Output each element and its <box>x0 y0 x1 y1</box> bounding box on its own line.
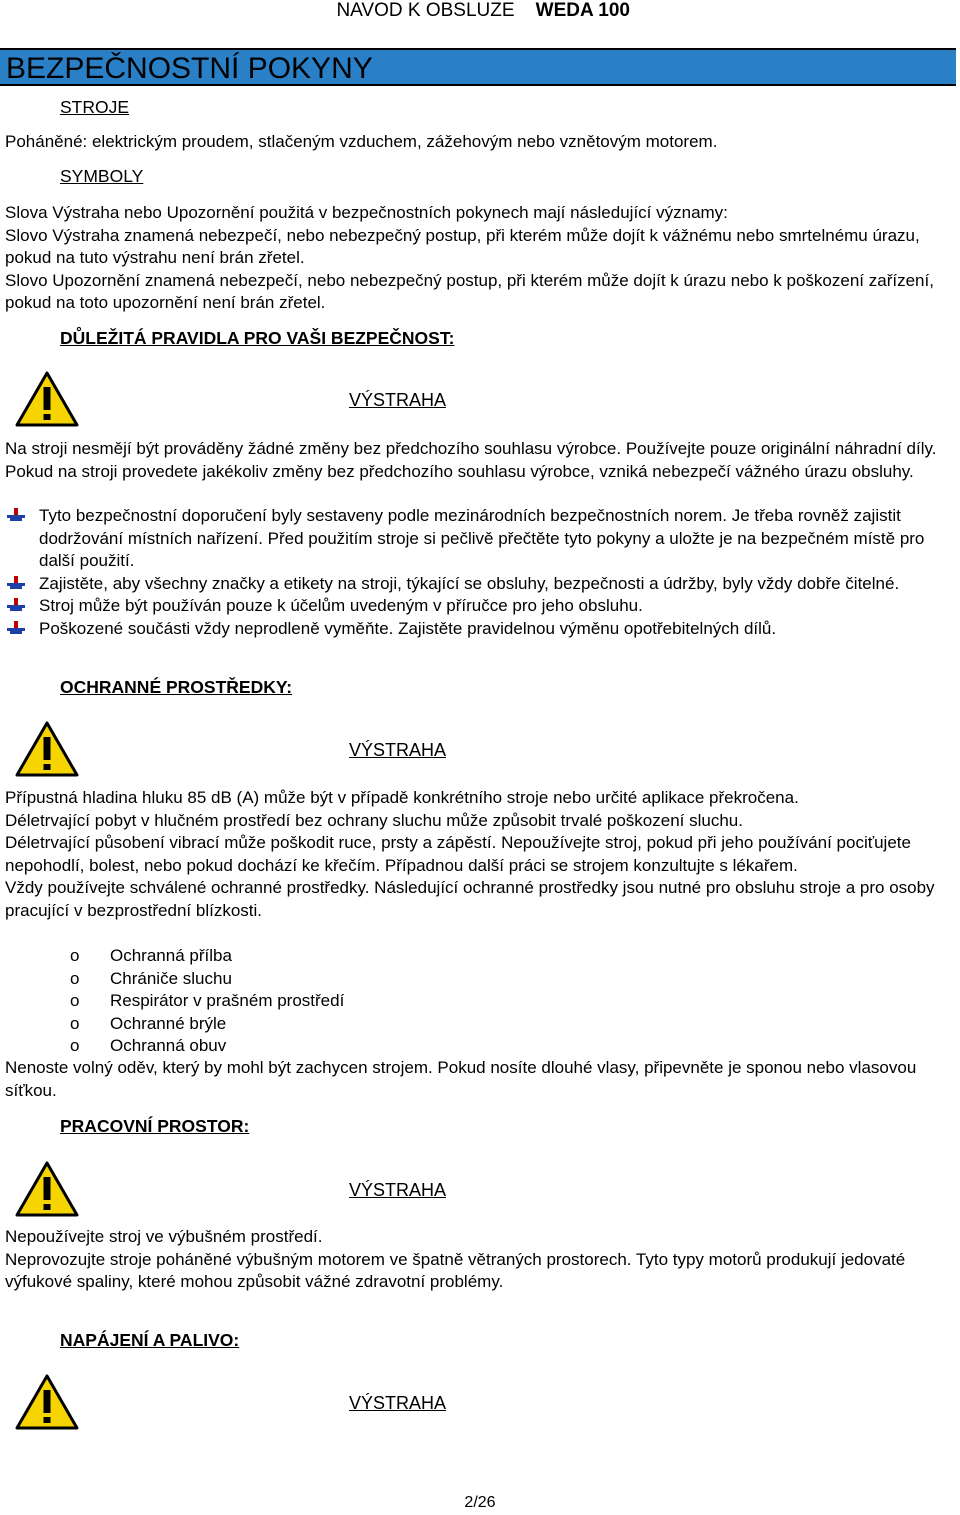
arrow-bullet-icon <box>7 576 25 592</box>
symbols-p2: Slovo Výstraha znamená nebezpečí, nebo nebezpečný postup, při kterém může dojít k vážnému nebo smrtelnému úrazu, pokud na tuto výstrahu není brán zřetel. <box>5 225 920 267</box>
protective-p5: Nenoste volný oděv, který by mohl být zachycen strojem. Pokud nosíte dlouhé vlasy, připevněte je sponou nebo vlasovou síťkou. <box>5 1058 917 1100</box>
list-marker: o <box>70 1036 80 1055</box>
machines-text: Poháněné: elektrickým proudem, stlačeným vzduchem, zážehovým nebo vznětovým motorem. <box>5 132 718 151</box>
protective-paragraphs <box>5 787 945 922</box>
workspace-p1: Nepoužívejte stroj ve výbušném prostředí. <box>5 1227 323 1246</box>
arrow-bullet-icon <box>7 621 25 637</box>
section-heading-important-rules: DŮLEŽITÁ PRAVIDLA PRO VAŠI BEZPEČNOST: <box>60 328 455 348</box>
page-number: 2/26 <box>464 1494 496 1511</box>
warning-triangle-icon <box>15 371 79 427</box>
header-doc-title: NAVOD K OBSLUZE <box>336 0 515 21</box>
warning-triangle-icon <box>15 1161 79 1217</box>
list-marker: o <box>70 968 80 988</box>
list-marker: o <box>70 946 80 965</box>
symbols-p1: Slova Výstraha nebo Upozornění použitá v bezpečnostních pokynech mají následující významy: <box>5 203 728 222</box>
arrow-bullet-icon <box>7 508 25 524</box>
section-heading-workspace: PRACOVNÍ PROSTOR: <box>60 1116 250 1136</box>
workspace-p2: Neprovozujte stroje poháněné výbušným motorem ve špatně větraných prostorech. Tyto typy motorů produkují jedovaté výfukové spaliny, které mohou způsobit vážné zdravotní problémy. <box>5 1249 906 1291</box>
warning-triangle-icon <box>15 1374 79 1430</box>
protective-p3: Déletrvající působení vibrací může poškodit ruce, prsty a zápěstí. Nepoužívejte stroj, pokud při jeho používání pociťujete nepohodlí, bolest, nebo pokud dochází ke křečím. Případnou další práci se strojem konzultujte s lékařem. <box>5 833 911 875</box>
list-item: o Respirátor v prašném prostředí <box>70 990 344 1013</box>
bullet-text: Poškozené součásti vždy neprodleně vyměňte. Zajistěte pravidelnou výměnu opotřebitelných dílů. <box>39 618 777 638</box>
header-model: WEDA 100 <box>535 0 630 21</box>
list-item <box>5 595 950 618</box>
warning-triangle-icon <box>15 721 79 777</box>
list-item <box>5 618 950 641</box>
important-rules-text: Na stroji nesmějí být prováděny žádné změny bez předchozího souhlasu výrobce. Používejte pouze originální náhradní díly. Pokud na stroji provedete jakékoliv změny bez předchozího souhlasu výrobce, vzniká nebezpečí vážného úrazu obsluhy. <box>5 439 937 481</box>
list-item: o Ochranná přílba <box>70 945 344 968</box>
bullet-text: Zajistěte, aby všechny značky a etikety na stroji, týkající se obsluhy, bezpečnosti a údržby, byly vždy dobře čitelné. <box>39 573 900 593</box>
section-heading-protective: OCHRANNÉ PROSTŘEDKY: <box>60 677 293 697</box>
list-marker: o <box>70 1013 80 1033</box>
page-title: BEZPEČNOSTNÍ POKYNY <box>6 52 373 85</box>
protective-p2: Déletrvající pobyt v hlučném prostředí bez ochrany sluchu může způsobit trvalé poškození sluchu. <box>5 810 743 830</box>
protective-p4: Vždy používejte schválené ochranné prostředky. Následující ochranné prostředky jsou nutné pro obsluhu stroje a pro osoby pracující v bezprostřední blízkosti. <box>5 878 935 920</box>
workspace-paragraphs <box>5 1226 945 1294</box>
list-item <box>5 505 950 573</box>
list-item: o Ochranné brýle <box>70 1013 344 1036</box>
symbols-paragraph <box>5 202 945 315</box>
warning-label: VÝSTRAHA <box>349 740 447 760</box>
warning-label: VÝSTRAHA <box>349 1393 447 1413</box>
section-heading-power-fuel: NAPÁJENÍ A PALIVO: <box>60 1330 240 1350</box>
section-heading-symbols: SYMBOLY <box>60 166 144 186</box>
bullet-text: Stroj může být používán pouze k účelům uvedeným v příručce pro jeho obsluhu. <box>39 596 643 615</box>
list-item: o Chrániče sluchu <box>70 968 344 991</box>
document-header <box>336 0 630 22</box>
symbols-p3: Slovo Upozornění znamená nebezpečí, nebo nebezpečný postup, při kterém může dojít k úrazu nebo k poškození zařízení, pokud na toto upozornění není brán zřetel. <box>5 270 934 312</box>
title-bar <box>0 48 956 86</box>
protective-p1: Přípustná hladina hluku 85 dB (A) může být v případě konkrétního stroje nebo určité aplikace překročena. <box>5 788 799 807</box>
arrow-bullet-icon <box>7 598 25 614</box>
section-heading-machines: STROJE <box>60 97 130 117</box>
bullet-text: Tyto bezpečnostní doporučení byly sestaveny podle mezinárodních bezpečnostních norem. Je třeba rovněž zajistit dodržování místních nařízení. Před použitím stroje si pečlivě přečtěte tyto pokyny a uložte je na bezpečném místě pro další použití. <box>39 506 925 570</box>
list-marker: o <box>70 991 80 1010</box>
list-item: o Ochranná obuv <box>70 1035 344 1058</box>
important-rules-bullets <box>5 505 950 640</box>
warning-label: VÝSTRAHA <box>349 390 447 410</box>
warning-label: VÝSTRAHA <box>349 1180 447 1200</box>
list-item <box>5 573 950 596</box>
protective-equipment-list <box>70 945 344 1058</box>
